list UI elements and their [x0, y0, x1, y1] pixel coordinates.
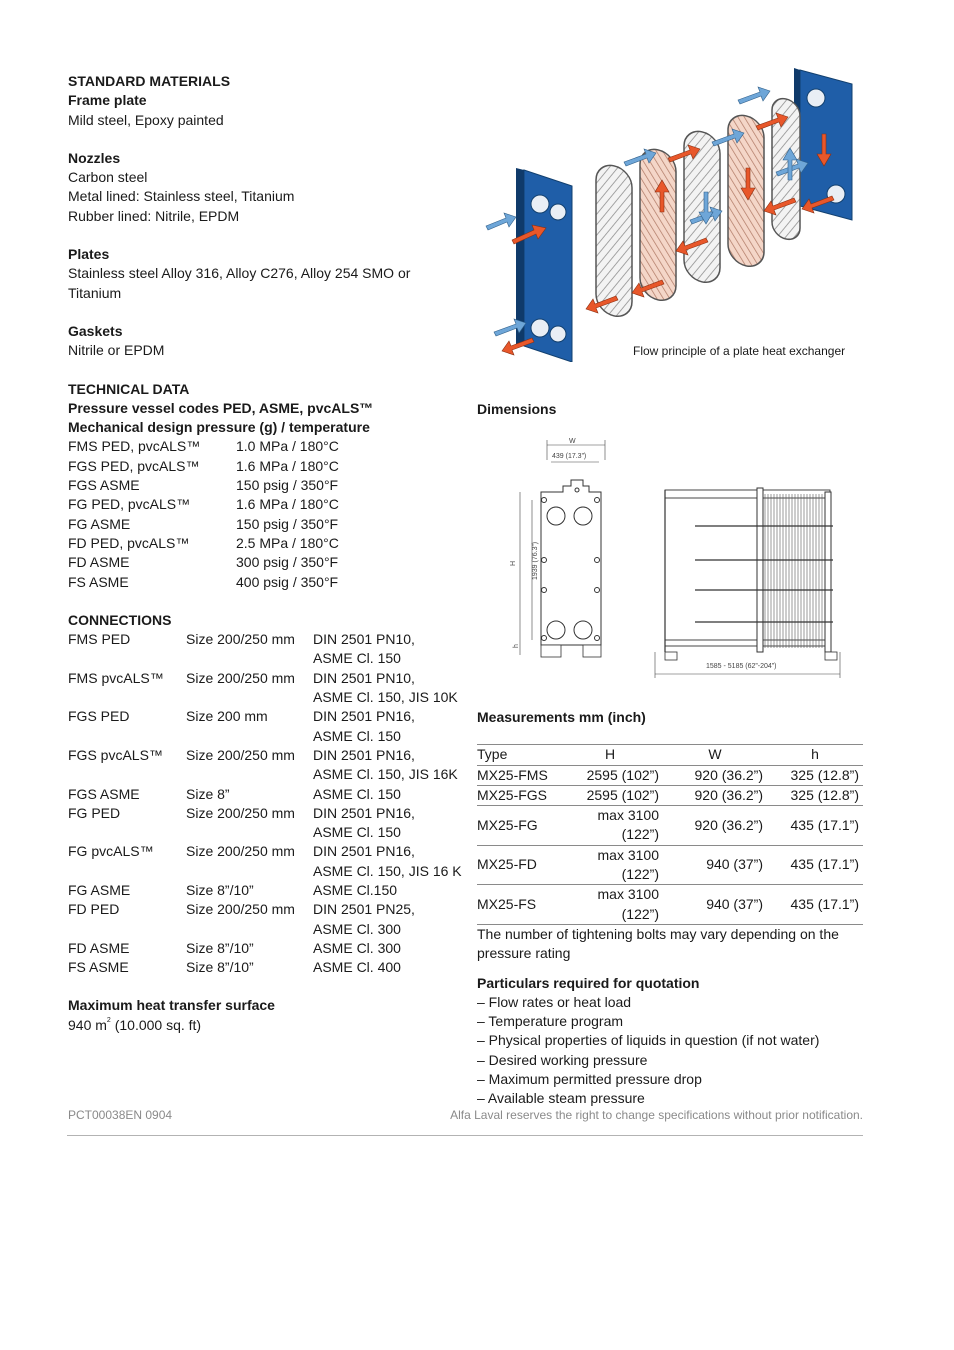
- plates-line: Titanium: [68, 284, 122, 301]
- connection-row: [68, 707, 468, 746]
- measurements-note-line: pressure rating: [477, 945, 571, 962]
- design-model: FD PED, pvcALS™: [68, 534, 190, 551]
- table-cell: 325 (12.8”): [767, 785, 863, 805]
- codes-title: Pressure vessel codes PED, ASME, pvcALS™: [68, 399, 374, 416]
- table-cell: max 3100 (122”): [557, 885, 663, 925]
- measurements-note-line: The number of tightening bolts may vary depending on the: [477, 925, 839, 942]
- connection-row: [68, 881, 468, 900]
- document-code: PCT00038EN 0904: [68, 1108, 173, 1122]
- footer-divider: [67, 1135, 863, 1136]
- connection-std: ASME Cl. 150, JIS 10K: [313, 689, 458, 706]
- connection-row: [68, 900, 468, 939]
- design-model: FG PED, pvcALS™: [68, 496, 191, 513]
- particulars-title: Particulars required for quotation: [477, 974, 700, 991]
- connection-model: FD ASME: [68, 939, 130, 956]
- table-row: [477, 806, 863, 846]
- connection-model: FMS pvcALS™: [68, 669, 164, 686]
- connection-model: FGS pvcALS™: [68, 746, 163, 763]
- measurements-title: Measurements mm (inch): [477, 709, 646, 725]
- connection-size: Size 8”/10”: [186, 939, 254, 956]
- width-label: W: [569, 438, 576, 445]
- list-item: – Desired working pressure: [477, 1051, 648, 1068]
- connection-std: DIN 2501 PN10,: [313, 631, 415, 648]
- design-row: [68, 515, 468, 534]
- table-cell: MX25-FD: [477, 845, 557, 885]
- surface-value-unit: (10.000 sq. ft): [110, 1016, 202, 1033]
- design-row: [68, 457, 468, 476]
- connection-row: [68, 939, 468, 958]
- particulars-list: [477, 993, 863, 1109]
- nozzles-line: Carbon steel: [68, 169, 148, 186]
- connection-size: Size 200 mm: [186, 708, 268, 725]
- connection-model: FG PED: [68, 804, 121, 821]
- frame-plate: [516, 168, 572, 362]
- left-column: [68, 72, 468, 1035]
- measurements-note: [477, 925, 863, 964]
- connection-row: [68, 804, 468, 843]
- connection-row: [68, 785, 468, 804]
- frame-plate-text: Mild steel, Epoxy painted: [68, 111, 224, 128]
- design-row: [68, 495, 468, 514]
- design-row: [68, 437, 468, 456]
- connection-std: ASME Cl. 300: [313, 939, 401, 956]
- frame-plate-title: Frame plate: [68, 92, 147, 109]
- column-header: Type: [477, 745, 557, 765]
- table-header-row: [477, 745, 863, 765]
- table-cell: 920 (36.2”): [663, 765, 767, 785]
- table-cell: MX25-FGS: [477, 785, 557, 805]
- figure-caption: Flow principle of a plate heat exchanger: [633, 344, 846, 358]
- connection-size: Size 200/250 mm: [186, 631, 295, 648]
- table-cell: 435 (17.1”): [767, 845, 863, 885]
- design-row: [68, 553, 468, 572]
- design-title: Mechanical design pressure (g) / temperature: [68, 419, 370, 436]
- design-model: FGS PED, pvcALS™: [68, 457, 200, 474]
- dimensions-title: Dimensions: [477, 401, 557, 417]
- length-value: 1585 - 5185 (62”-204”): [706, 663, 777, 670]
- design-value: 1.6 MPa / 180°C: [236, 496, 339, 513]
- front-view: [510, 438, 605, 657]
- connection-size: Size 200/250 mm: [186, 804, 295, 821]
- connection-std: ASME Cl. 150: [313, 727, 401, 744]
- connections-heading: CONNECTIONS: [68, 611, 172, 628]
- materials-heading: STANDARD MATERIALS: [68, 73, 231, 89]
- connection-std: DIN 2501 PN16,: [313, 804, 415, 821]
- table-cell: MX25-FG: [477, 806, 557, 846]
- dimension-drawing: [505, 430, 850, 685]
- connection-std: DIN 2501 PN25,: [313, 901, 415, 918]
- design-value: 400 psig / 350°F: [236, 573, 339, 590]
- plate-heat-exchanger-illustration: [476, 62, 866, 362]
- surface-value: [68, 1016, 468, 1035]
- design-value: 2.5 MPa / 180°C: [236, 534, 339, 551]
- connection-size: Size 8”/10”: [186, 959, 254, 976]
- column-header: H: [557, 745, 663, 765]
- design-row: [68, 534, 468, 553]
- list-item: – Physical properties of liquids in question (if not water): [477, 1032, 820, 1049]
- list-item: – Flow rates or heat load: [477, 993, 632, 1010]
- table-row: [477, 885, 863, 925]
- list-item: – Temperature program: [477, 1013, 624, 1030]
- connection-row: [68, 630, 468, 669]
- connection-row: [68, 958, 468, 977]
- connection-size: Size 200/250 mm: [186, 746, 295, 763]
- design-model: FS ASME: [68, 573, 129, 590]
- design-value: 150 psig / 350°F: [236, 515, 339, 532]
- design-model: FGS ASME: [68, 477, 140, 494]
- connection-row: [68, 842, 468, 881]
- surface-value-superscript: 2: [106, 1016, 111, 1024]
- table-row: [477, 765, 863, 785]
- connection-std: ASME Cl. 150: [313, 785, 401, 802]
- plates-title: Plates: [68, 246, 110, 263]
- design-table: [68, 437, 468, 591]
- connection-std: DIN 2501 PN10,: [313, 669, 415, 686]
- gaskets-title: Gaskets: [68, 322, 123, 339]
- connections-table: [68, 630, 468, 977]
- width-value: 439 (17.3”): [552, 453, 587, 460]
- table-cell: 325 (12.8”): [767, 765, 863, 785]
- connection-std: DIN 2501 PN16,: [313, 843, 415, 860]
- gaskets-text: Nitrile or EPDM: [68, 342, 165, 359]
- connection-row: [68, 669, 468, 708]
- connection-model: FG pvcALS™: [68, 843, 154, 860]
- nozzles-line: Metal lined: Stainless steel, Titanium: [68, 188, 295, 205]
- connection-std: ASME Cl. 400: [313, 959, 401, 976]
- measurements-section: [477, 708, 863, 1109]
- surface-value-number: 940 m: [68, 1016, 107, 1033]
- table-cell: 940 (37”): [663, 885, 767, 925]
- connection-model: FGS ASME: [68, 785, 140, 802]
- table-cell: MX25-FS: [477, 885, 557, 925]
- connection-std: ASME Cl.150: [313, 881, 398, 898]
- table-cell: 2595 (102”): [557, 785, 663, 805]
- surface-title: Maximum heat transfer surface: [68, 997, 275, 1014]
- connection-model: FGS PED: [68, 708, 130, 725]
- connection-model: FG ASME: [68, 881, 131, 898]
- footer-disclaimer: Alfa Laval reserves the right to change specifications without prior notification.: [450, 1108, 863, 1122]
- table-cell: 435 (17.1”): [767, 806, 863, 846]
- connection-std: ASME Cl. 150: [313, 824, 401, 841]
- design-row: [68, 573, 468, 592]
- plates-line: Stainless steel Alloy 316, Alloy C276, Alloy 254 SMO or: [68, 265, 411, 282]
- design-value: 300 psig / 350°F: [236, 554, 339, 571]
- column-header: W: [663, 745, 767, 765]
- height-value: 1939 (76.3”): [532, 541, 539, 580]
- column-header: h: [767, 745, 863, 765]
- table-cell: 435 (17.1”): [767, 885, 863, 925]
- table-cell: 920 (36.2”): [663, 785, 767, 805]
- design-value: 1.0 MPa / 180°C: [236, 438, 339, 455]
- design-value: 1.6 MPa / 180°C: [236, 457, 339, 474]
- measurements-table: [477, 744, 863, 925]
- connection-size: Size 200/250 mm: [186, 669, 295, 686]
- design-model: FD ASME: [68, 554, 130, 571]
- table-cell: 2595 (102”): [557, 765, 663, 785]
- table-cell: 940 (37”): [663, 845, 767, 885]
- connection-std: DIN 2501 PN16,: [313, 708, 415, 725]
- table-row: [477, 845, 863, 885]
- design-value: 150 psig / 350°F: [236, 477, 339, 494]
- connection-size: Size 8”/10”: [186, 881, 254, 898]
- design-model: FG ASME: [68, 515, 131, 532]
- side-view: [655, 488, 840, 678]
- table-cell: MX25-FMS: [477, 765, 557, 785]
- height-label: H: [510, 560, 517, 566]
- connection-model: FMS PED: [68, 631, 131, 648]
- connection-std: ASME Cl. 150: [313, 650, 401, 667]
- list-item: – Maximum permitted pressure drop: [477, 1071, 702, 1088]
- nozzles-title: Nozzles: [68, 149, 121, 166]
- table-cell: max 3100 (122”): [557, 845, 663, 885]
- nozzles-line: Rubber lined: Nitrile, EPDM: [68, 207, 240, 224]
- connection-row: [68, 746, 468, 785]
- connection-model: FD PED: [68, 901, 120, 918]
- design-model: FMS PED, pvcALS™: [68, 438, 201, 455]
- connection-size: Size 8”: [186, 785, 230, 802]
- connection-std: DIN 2501 PN16,: [313, 746, 415, 763]
- connection-std: ASME Cl. 300: [313, 920, 401, 937]
- connection-size: Size 200/250 mm: [186, 901, 295, 918]
- table-row: [477, 785, 863, 805]
- table-cell: 920 (36.2”): [663, 806, 767, 846]
- table-cell: max 3100 (122”): [557, 806, 663, 846]
- list-item: – Available steam pressure: [477, 1090, 645, 1107]
- connection-model: FS ASME: [68, 959, 129, 976]
- connection-std: ASME Cl. 150, JIS 16K: [313, 766, 458, 783]
- foot-height-label: h: [513, 644, 520, 648]
- design-row: [68, 476, 468, 495]
- technical-heading: TECHNICAL DATA: [68, 380, 190, 397]
- connection-size: Size 200/250 mm: [186, 843, 295, 860]
- connection-std: ASME Cl. 150, JIS 16 K: [313, 862, 462, 879]
